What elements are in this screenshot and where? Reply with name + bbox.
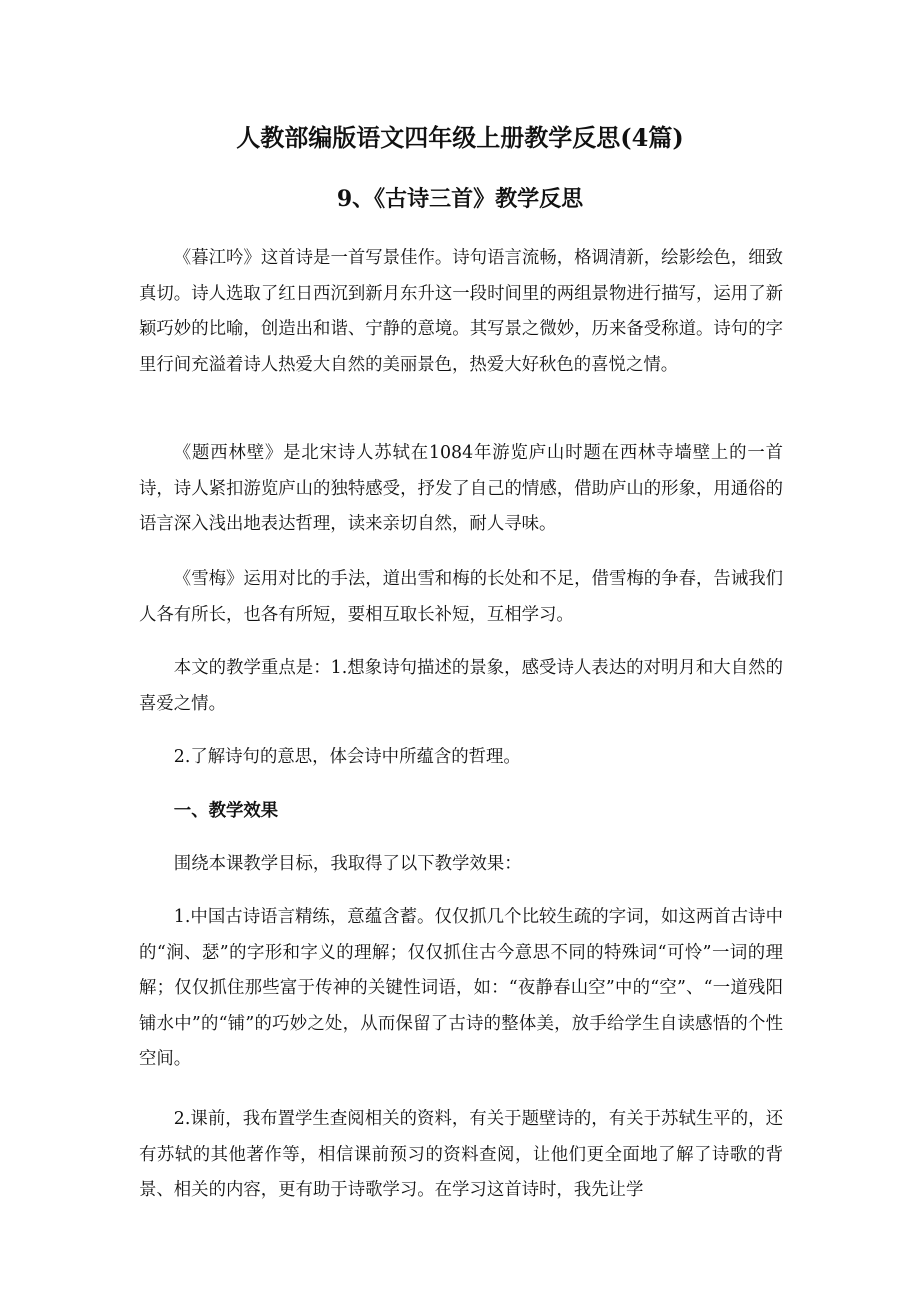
section-title: 9、《古诗三首》教学反思: [336, 186, 584, 212]
paragraph-mujiangyin: 《暮江吟》这首诗是一首写景佳作。诗句语言流畅，格调清新，绘影绘色，细致真切。诗人选取了红日西沉到新月东升这一段时间里的两组景物进行描写，运用了新颖巧妙的比喻，创造出和谐、宁静的意境。其写景之微妙，历来备受称道。诗句的字里行间充溢着诗人热爱大自然的美丽景色，热爱大好秋色的喜悦之情。: [139, 248, 783, 375]
paragraph-key-point-2: 2.了解诗句的意思，体会诗中所蕴含的哲理。: [173, 747, 521, 767]
paragraph-effect-2: 2.课前，我布置学生查阅相关的资料，有关于题壁诗的，有关于苏轼生平的，还有苏轼的其他著作等，相信课前预习的资料查阅，让他们更全面地了解了诗歌的背景、相关的内容，更有助于诗歌学习。在学习这首诗时，我先让学: [139, 1109, 783, 1200]
paragraph-effect-1: 1.中国古诗语言精练，意蕴含蓄。仅仅抓几个比较生疏的字词，如这两首古诗中的“涧、瑟”的字形和字义的理解；仅仅抓住古今意思不同的特殊词“可怜”一词的理解；仅仅抓住那些富于传神的关键性词语，如：“夜静春山空”中的“空”、“一道残阳铺水中”的“铺”的巧妙之处，从而保留了古诗的整体美，放手给学生自读感悟的个性空间。: [139, 907, 783, 1069]
paragraph-effect-intro: 围绕本课教学目标，我取得了以下教学效果：: [173, 854, 522, 874]
paragraph-xuemei: 《雪梅》运用对比的手法，道出雪和梅的长处和不足，借雪梅的争春，告诫我们人各有所长，也各有所短，要相互取长补短，互相学习。: [139, 569, 783, 625]
paragraph-tixilinbi: 《题西林壁》是北宋诗人苏轼在1084年游览庐山时题在西林寺墙壁上的一首诗，诗人紧扣游览庐山的独特感受，抒发了自己的情感，借助庐山的形象，用通俗的语言深入浅出地表达哲理，读来亲切自然，耐人寻味。: [139, 443, 783, 534]
heading-teaching-effect: 一、教学效果: [173, 801, 279, 821]
paragraph-key-points: 本文的教学重点是：1.想象诗句描述的景象，感受诗人表达的对明月和大自然的喜爱之情。: [139, 658, 783, 714]
document-title: 人教部编版语文四年级上册教学反思(4篇): [236, 123, 684, 152]
